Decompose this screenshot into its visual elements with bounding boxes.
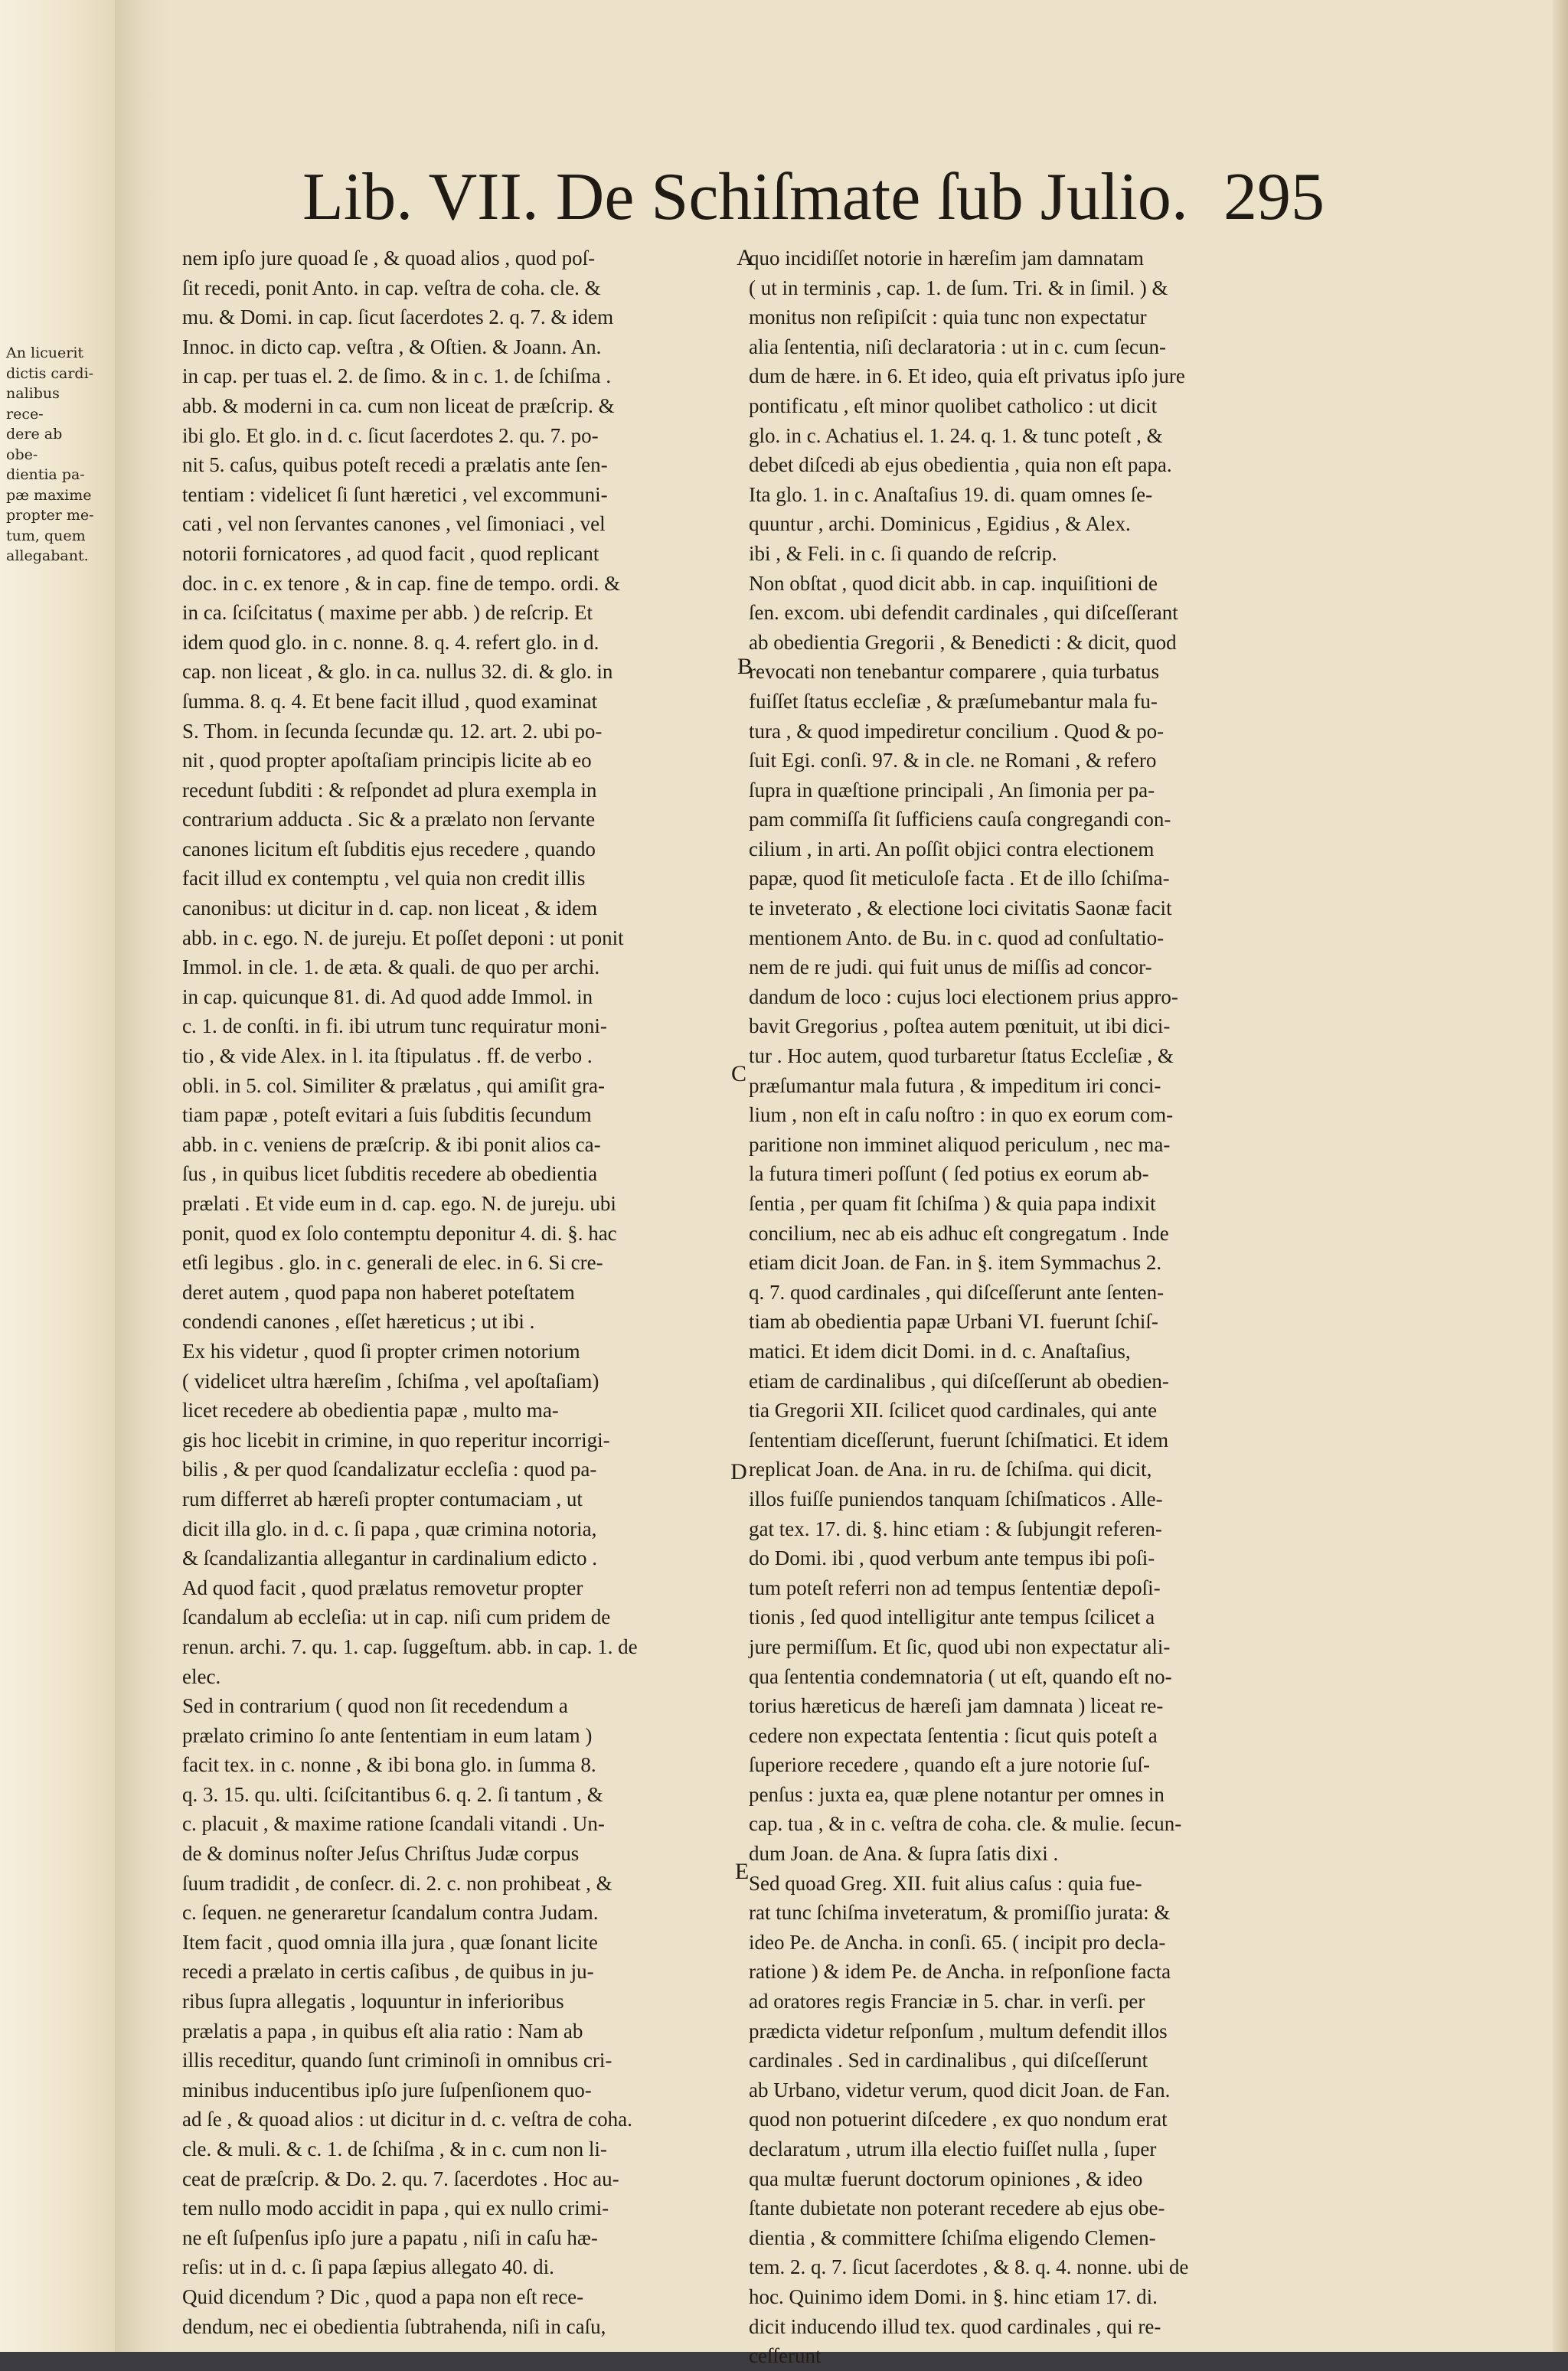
- text-line: abb. in c. ego. N. de jureju. Et poſſet deponi : ut ponit: [182, 926, 624, 949]
- text-line: abb. & moderni in ca. cum non liceat de præſcrip. &: [182, 394, 615, 417]
- text-line: nit 5. caſus, quibus poteſt recedi a prælatis ante ſen-: [182, 453, 608, 477]
- text-line: matici. Et idem dicit Domi. in d. c. Anaſtaſius,: [749, 1339, 1131, 1363]
- text-line: ( videlicet ultra hæreſim , ſchiſma , vel apoſtaſiam): [182, 1369, 599, 1393]
- text-line: tem. 2. q. 7. ſicut ſacerdotes , & 8. q. 4. nonne. ubi de: [749, 2255, 1189, 2279]
- section-letter-d: D: [730, 1459, 747, 1484]
- text-line: qua ſententia condemnatoria ( ut eſt, quando eſt no-: [749, 1664, 1172, 1688]
- text-line: dum de hære. in 6. Et ideo, quia eſt privatus ipſo jure: [749, 364, 1185, 388]
- text-line: nem ipſo jure quoad ſe , & quoad alios , quod poſ-: [182, 247, 596, 269]
- text-line: fuiſſet ſtatus eccleſiæ , & præſumebantur mala fu-: [749, 689, 1158, 713]
- text-line: tia Gregorii XII. ſcilicet quod cardinales, qui ante: [749, 1399, 1158, 1422]
- text-line: in cap. quicunque 81. di. Ad quod adde Immol. in: [182, 985, 593, 1008]
- text-line: ( ut in terminis , cap. 1. de ſum. Tri. & in ſimil. ) &: [749, 276, 1168, 299]
- text-line: Ita glo. 1. in c. Anaſtaſius 19. di. quam omnes ſe-: [749, 482, 1153, 506]
- page-number: 295: [1223, 160, 1325, 234]
- text-line: jure permiſſum. Et ſic, quod ubi non expectatur ali-: [749, 1635, 1171, 1658]
- text-line: tiam ab obedientia papæ Urbani VI. fuerunt ſchiſ-: [749, 1310, 1158, 1334]
- text-line: do Domi. ibi , quod verbum ante tempus ibi poſi-: [749, 1546, 1155, 1570]
- text-line: concilium, nec ab eis adhuc eſt congregatum . Inde: [749, 1221, 1169, 1245]
- right-text-column: [749, 243, 1315, 2371]
- text-line: etiam dicit Joan. de Fan. in §. item Symmachus 2.: [749, 1251, 1162, 1275]
- text-line: penſus : juxta ea, quæ plene notantur per omnes in: [749, 1782, 1165, 1806]
- text-line: c. 1. de conſti. in fi. ibi utrum tunc requiratur moni-: [182, 1014, 607, 1038]
- text-line: tum poteſt referri non ad tempus ſententiæ depoſi-: [749, 1576, 1161, 1599]
- text-line: minibus inducentibus ipſo jure ſuſpenſionem quo-: [182, 2078, 592, 2102]
- text-line: canones licitum eſt ſubditis ejus recedere , quando: [182, 837, 596, 861]
- text-line: ad oratores regis Franciæ in 5. char. in verſi. per: [749, 1990, 1145, 2013]
- text-line: c. placuit , & maxime ratione ſcandali vitandi . Un-: [182, 1812, 605, 1836]
- text-line: Innoc. in dicto cap. veſtra , & Oſtien. & Joann. An.: [182, 335, 602, 358]
- text-line: idem quod glo. in c. nonne. 8. q. 4. refert glo. in d.: [182, 630, 599, 654]
- text-line: ſentia , per quam fit ſchiſma ) & quia papa indixit: [749, 1192, 1156, 1215]
- section-letter-a: A: [737, 245, 753, 270]
- text-line: ſit recedi, ponit Anto. in cap. veſtra de coha. cle. &: [182, 276, 601, 299]
- text-line: cle. & muli. & c. 1. de ſchiſma , & in c. cum non li-: [182, 2137, 607, 2160]
- text-line: licet recedere ab obedientia papæ , multo ma-: [182, 1399, 559, 1422]
- text-line: ſuum tradidit , de conſecr. di. 2. c. non prohibeat , &: [182, 1871, 612, 1895]
- text-line: Quid dicendum ? Dic , quod a papa non eſt rece-: [182, 2284, 584, 2308]
- text-line: debet diſcedi ab ejus obedientia , quia non eſt papa.: [749, 453, 1172, 477]
- text-line: alia ſententia, niſi declaratoria : ut in c. cum ſecun-: [749, 335, 1167, 358]
- text-line: etiam de cardinalibus , qui diſceſſerunt ab obedien-: [749, 1369, 1169, 1393]
- text-line: præſumantur mala futura , & impeditum iri conci-: [749, 1073, 1161, 1097]
- text-line: nem de re judi. qui fuit unus de miſſis ad concor-: [749, 955, 1152, 979]
- text-line: revocati non tenebantur comparere , quia turbatus: [749, 660, 1160, 684]
- text-line: ibi , & Feli. in c. ſi quando de reſcrip.: [749, 541, 1057, 565]
- text-line: ſumma. 8. q. 4. Et bene facit illud , quod examinat: [182, 689, 598, 713]
- text-line: ſus , in quibus licet ſubditis recedere ab obedientia: [182, 1162, 598, 1186]
- text-line: pontificatu , eſt minor quolibet catholico : ut dicit: [749, 394, 1158, 417]
- text-line: Ad quod facit , quod prælatus removetur propter: [182, 1576, 583, 1599]
- text-line: Immol. in cle. 1. de æta. & quali. de quo per archi.: [182, 955, 600, 979]
- text-line: ponit, quod ex ſolo contemptu deponitur 4. di. §. hac: [182, 1221, 617, 1245]
- text-line: cardinales . Sed in cardinalibus , qui diſceſſerunt: [749, 2049, 1148, 2072]
- text-line: cilium , in arti. An poſſit objici contra electionem: [749, 837, 1155, 861]
- text-line: ſen. excom. ubi defendit cardinales , qui diſceſſerant: [749, 601, 1178, 625]
- text-line: recedunt ſubditi : & reſpondet ad plura exempla in: [182, 778, 597, 802]
- text-line: tiam papæ , poteſt evitari a ſuis ſubditis ſecundum: [182, 1103, 592, 1127]
- text-line: prælatis a papa , in quibus eſt alia ratio : Nam ab: [182, 2019, 583, 2043]
- text-line: nit , quod propter apoſtaſiam principis licite ab eo: [182, 749, 592, 772]
- text-line: ſtante dubietate non poterant recedere ab ejus obe-: [749, 2196, 1165, 2220]
- text-line: cap. non liceat , & glo. in ca. nullus 32. di. & glo. in: [182, 660, 613, 684]
- left-text-column: [182, 243, 726, 2341]
- page-edge: [1553, 0, 1568, 2352]
- text-line: monitus non reſipiſcit : quia tunc non expectatur: [749, 305, 1147, 329]
- text-line: prælati . Et vide eum in d. cap. ego. N. de jureju. ubi: [182, 1192, 616, 1215]
- text-line: ſupra in quæſtione principali , An ſimonia per pa-: [749, 778, 1155, 802]
- text-line: c. ſequen. ne generaretur ſcandalum contra Judam.: [182, 1901, 599, 1925]
- text-line: in ca. ſciſcitatus ( maxime per abb. ) de reſcrip. Et: [182, 601, 593, 625]
- text-line: in cap. per tuas el. 2. de ſimo. & in c. 1. de ſchiſma .: [182, 364, 612, 388]
- text-line: papæ, quod ſit meticuloſe facta . Et de illo ſchiſma-: [749, 867, 1170, 890]
- text-line: quuntur , archi. Dominicus , Egidius , & Alex.: [749, 512, 1131, 536]
- text-line: S. Thom. in ſecunda ſecundæ qu. 12. art. 2. ubi po-: [182, 719, 603, 743]
- running-head: [302, 159, 1325, 236]
- text-line: bilis , & per quod ſcandalizatur eccleſia : quod pa-: [182, 1458, 597, 1481]
- text-line: ratione ) & idem Pe. de Ancha. in reſponſione facta: [749, 1960, 1171, 1984]
- section-letter-e: E: [734, 1859, 750, 1884]
- text-line: notorii fornicatores , ad quod facit , quod replicant: [182, 541, 599, 565]
- text-line: tura , & quod impediretur concilium . Quod & po-: [749, 719, 1165, 743]
- text-line: gat tex. 17. di. §. hinc etiam : & ſubjungit referen-: [749, 1517, 1162, 1540]
- binding-fold: [115, 0, 168, 2352]
- text-line: illos fuiſſe puniendos tanquam ſchiſmaticos . Alle-: [749, 1487, 1163, 1510]
- text-line: ab Urbano, videtur verum, quod dicit Joan. de Fan.: [749, 2078, 1171, 2102]
- text-line: bavit Gregorius , poſtea autem pœnituit, ut ibi dici-: [749, 1014, 1171, 1038]
- section-letter-c: C: [730, 1061, 746, 1086]
- text-line: Sed quoad Greg. XII. fuit alius caſus : quia fue-: [749, 1871, 1142, 1895]
- text-line: Non obſtat , quod dicit abb. in cap. inquiſitioni de: [749, 571, 1158, 595]
- text-line: qua multæ fuerunt doctorum opiniones , & ideo: [749, 2167, 1143, 2190]
- text-line: hoc. Quinimo idem Domi. in §. hinc etiam 17. di.: [749, 2284, 1158, 2308]
- text-line: recedi a prælato in certis caſibus , de quibus in ju-: [182, 1960, 594, 1984]
- text-line: q. 7. quod cardinales , qui diſceſſerunt ante ſenten-: [749, 1280, 1165, 1304]
- text-line: Ex his videtur , quod ſi propter crimen notorium: [182, 1339, 580, 1363]
- text-line: Item facit , quod omnia illa jura , quæ ſonant licite: [182, 1930, 598, 1954]
- text-line: dicit illa glo. in d. c. ſi papa , quæ crimina notoria,: [182, 1517, 597, 1540]
- text-line: ſuit Egi. conſi. 97. & in cle. ne Romani , & refero: [749, 749, 1157, 772]
- text-line: paritione non imminet aliquod periculum , nec ma-: [749, 1132, 1171, 1156]
- text-line: canonibus: ut dicitur in d. cap. non liceat , & idem: [182, 896, 598, 920]
- text-line: tentiam : videlicet ſi ſunt hæretici , vel excommuni-: [182, 482, 608, 506]
- text-line: glo. in c. Achatius el. 1. 24. q. 1. & tunc poteſt , &: [749, 423, 1163, 447]
- text-line: deret autem , quod papa non haberet poteſtatem: [182, 1280, 575, 1304]
- text-line: facit tex. in c. nonne , & ibi bona glo. in ſumma 8.: [182, 1753, 596, 1777]
- text-line: ibi glo. Et glo. in d. c. ſicut ſacerdotes 2. qu. 7. po-: [182, 423, 599, 447]
- text-line: rum differret ab hæreſi propter contumaciam , ut: [182, 1487, 583, 1510]
- text-line: quod non potuerint diſcedere , ex quo nondum erat: [749, 2108, 1168, 2131]
- text-line: ſententiam diceſſerunt, fuerunt ſchiſmatici. Et idem: [749, 1428, 1169, 1452]
- text-line: renun. archi. 7. qu. 1. cap. ſuggeſtum. abb. in cap. 1. de: [182, 1635, 638, 1658]
- text-line: de & dominus noſter Jeſus Chriſtus Judæ corpus: [182, 1842, 580, 1866]
- text-line: & ſcandalizantia allegantur in cardinalium edicto .: [182, 1546, 598, 1570]
- text-line: ideo Pe. de Ancha. in conſi. 65. ( incipit pro decla-: [749, 1930, 1166, 1954]
- text-line: declaratum , utrum illa electio fuiſſet nulla , ſuper: [749, 2137, 1157, 2160]
- text-line: quo incidiſſet notorie in hæreſim jam damnatam: [749, 247, 1144, 269]
- text-line: abb. in c. veniens de præſcrip. & ibi ponit alios ca-: [182, 1132, 601, 1156]
- text-line: prædicta videtur reſponſum , multum defendit illos: [749, 2019, 1168, 2043]
- text-line: dicit inducendo illud tex. quod cardinales , qui re-: [749, 2314, 1161, 2338]
- text-line: etſi legibus . glo. in c. generali de elec. in 6. Si cre-: [182, 1251, 603, 1275]
- text-line: dientia , & committere ſchiſma eligendo Clemen-: [749, 2226, 1156, 2249]
- text-line: cap. tua , & in c. veſtra de coha. cle. & mulie. ſecun-: [749, 1812, 1182, 1836]
- text-line: lium , non eſt in caſu noſtro : in quo ex eorum com-: [749, 1103, 1174, 1127]
- text-line: dum Joan. de Ana. & ſupra ſatis dixi .: [749, 1842, 1059, 1866]
- text-line: dandum de loco : cujus loci electionem prius appro-: [749, 985, 1178, 1008]
- text-line: contrarium adducta . Sic & a prælato non ſervante: [182, 808, 596, 831]
- text-line: pam commiſſa ſit ſufficiens cauſa congregandi con-: [749, 808, 1171, 831]
- text-line: cati , vel non ſervantes canones , vel ſimoniaci , vel: [182, 512, 606, 536]
- text-line: ab obedientia Gregorii , & Benedicti : & dicit, quod: [749, 630, 1177, 654]
- text-line: tionis , ſed quod intelligitur ante tempus ſcilicet a: [749, 1605, 1155, 1629]
- text-line: la futura timeri poſſunt ( ſed potius ex eorum ab-: [749, 1162, 1149, 1186]
- text-line: elec.: [182, 1664, 221, 1688]
- text-line: ad ſe , & quoad alios : ut dicitur in d. c. veſtra de coha.: [182, 2108, 632, 2131]
- text-line: q. 3. 15. qu. ulti. ſciſcitantibus 6. q. 2. ſi tantum , &: [182, 1782, 603, 1806]
- text-line: Sed in contrarium ( quod non ſit recedendum a: [182, 1694, 568, 1718]
- margin-note: An licuerit dictis cardi- nalibus rece- dere ab obe- dientia pa- pæ maxime propter me- tum, quem allegabant.: [6, 345, 94, 564]
- text-line: reſis: ut in d. c. ſi papa ſæpius allegato 40. di.: [182, 2255, 554, 2279]
- section-letter-b: B: [737, 654, 753, 679]
- text-line: doc. in c. ex tenore , & in cap. fine de tempo. ordi. &: [182, 571, 621, 595]
- page-title: Lib. VII. De Schiſmate ſub Julio.: [302, 160, 1188, 234]
- text-line: ſcandalum ab eccleſia: ut in cap. niſi cum pridem de: [182, 1605, 611, 1629]
- text-line: tem nullo modo accidit in papa , qui ex nullo crimi-: [182, 2196, 609, 2220]
- text-line: replicat Joan. de Ana. in ru. de ſchiſma. qui dicit,: [749, 1458, 1152, 1481]
- text-line: mu. & Domi. in cap. ſicut ſacerdotes 2. q. 7. & idem: [182, 305, 614, 329]
- text-line: dendum, nec ei obedientia ſubtrahenda, niſi in caſu,: [182, 2314, 606, 2338]
- text-line: ribus ſupra allegatis , loquuntur in inferioribus: [182, 1990, 564, 2013]
- text-line: te inveterato , & electione loci civitatis Saonæ facit: [749, 896, 1172, 920]
- text-line: tio , & vide Alex. in l. ita ſtipulatus . ff. de verbo .: [182, 1044, 593, 1068]
- text-line: prælato crimino ſo ante ſententiam in eum latam ): [182, 1723, 593, 1747]
- text-line: tur . Hoc autem, quod turbaretur ſtatus Eccleſiæ , &: [749, 1044, 1174, 1068]
- text-line: ſuperiore recedere , quando eſt a jure notorie ſuſ-: [749, 1753, 1151, 1777]
- text-line: condendi canones , eſſet hæreticus ; ut ibi .: [182, 1310, 535, 1334]
- text-line: obli. in 5. col. Similiter & prælatus , qui amiſit gra-: [182, 1073, 605, 1097]
- text-line: facit illud ex contemptu , vel quia non credit illis: [182, 867, 586, 890]
- text-line: mentionem Anto. de Bu. in c. quod ad conſultatio-: [749, 926, 1165, 949]
- text-line: rat tunc ſchiſma inveteratum, & promiſſio jurata: &: [749, 1901, 1171, 1925]
- text-line: ceat de præſcrip. & Do. 2. qu. 7. ſacerdotes . Hoc au-: [182, 2167, 619, 2190]
- text-line: gis hoc licebit in crimine, in quo reperitur incorrigi-: [182, 1428, 610, 1452]
- text-line: torius hæreticus de hæreſi jam damnata ) liceat re-: [749, 1694, 1164, 1718]
- text-line: ne eſt ſuſpenſus ipſo jure a papatu , niſi in caſu hæ-: [182, 2226, 598, 2249]
- text-line: illis receditur, quando ſunt criminoſi in omnibus cri-: [182, 2049, 612, 2072]
- text-line: cedere non expectata ſententia : ſicut quis poteſt a: [749, 1723, 1158, 1747]
- text-line: ceſſerunt: [749, 2344, 822, 2368]
